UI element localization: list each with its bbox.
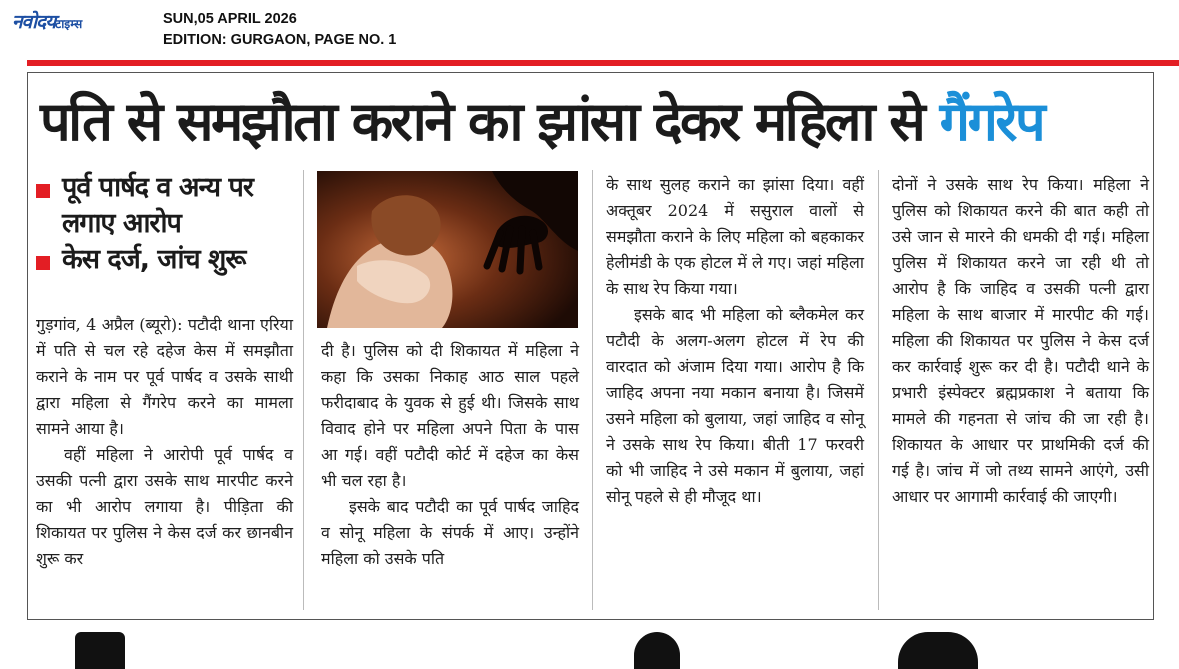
paragraph: दी है। पुलिस को दी शिकायत में महिला ने कहा कि उसका निकाह आठ साल पहले फरीदाबाद के युवक से हुई थी। जिसके साथ विवाद होने पर महिला अपने पिता के पास आ गई। वहीं पटौदी कोर्ट में दहेज का केस भी चल रहा है। xyxy=(321,341,579,490)
article-photo xyxy=(317,171,578,328)
paragraph: के साथ सुलह कराने का झांसा दिया। वहीं अक्तूबर 2024 में ससुराल वालों से समझौता कराने के लिए महिला को बहकाकर हेलीमंडी के एक होटल में ले गए। जहां महिला के साथ रेप किया गया। xyxy=(606,175,864,298)
newspaper-logo xyxy=(12,8,138,34)
subhead-bullet xyxy=(34,170,284,242)
subhead-text: पूर्व पार्षद व अन्य पर लगाए आरोप xyxy=(62,172,253,239)
article-column-4 xyxy=(892,172,1149,510)
column-divider xyxy=(878,170,879,610)
victim-silhouette-image xyxy=(317,171,578,328)
paragraph: गुड़गांव, 4 अप्रैल (ब्यूरो): पटौदी थाना एरिया में पति से चल रहे दहेज केस में समझौता कराने के नाम पर पूर्व पार्षद व उसके साथी द्वारा महिला से गैंगरेप करने का मामला सामने आया है। xyxy=(36,315,293,438)
article-headline xyxy=(40,82,1150,162)
edition-page: EDITION: GURGAON, PAGE NO. 1 xyxy=(163,32,397,48)
masthead-bar xyxy=(0,0,1179,60)
red-square-icon xyxy=(36,256,50,270)
headline-highlight: गैंगरेप xyxy=(939,90,1044,153)
next-headline-fragment xyxy=(634,632,680,669)
next-headline-fragment xyxy=(898,632,978,669)
column-divider xyxy=(303,170,304,610)
headline-main: पति से समझौता कराने का झांसा देकर महिला से xyxy=(40,90,940,153)
paragraph: दोनों ने उसके साथ रेप किया। महिला ने पुलिस को शिकायत करने की बात कही तो उसे जान से मारने की धमकी दी गई। महिला पुलिस में शिकायत करने जा रही थी तो आरोप है कि जाहिद व उसकी पत्नी द्वारा महिला के साथ बाजार में मारपीट की गई। महिला की शिकायत पर पुलिस ने केस दर्ज कर कार्रवाई शुरू कर दी है। पटौदी थाने के प्रभारी इंस्पेक्टर ब्रह्मप्रकाश ने बताया कि मामले की गहनता से जांच की जा रही है। शिकायत के आधार पर प्राथमिकी दर्ज की गई है। जांच में जो तथ्य सामने आएंगे, उसी आधार पर आगामी कार्रवाई की जाएगी। xyxy=(892,175,1149,506)
red-rule xyxy=(27,60,1179,66)
sub-headlines xyxy=(34,170,284,278)
logo-sub-text: टाइम्स xyxy=(55,17,83,31)
edition-info xyxy=(163,9,396,51)
column-divider xyxy=(592,170,593,610)
issue-date: SUN,05 APRIL 2026 xyxy=(163,11,297,27)
paragraph: वहीं महिला ने आरोपी पूर्व पार्षद व उसकी पत्नी द्वारा उसके साथ मारपीट करने का भी आरोप लगाया है। पीड़िता की शिकायत पर पुलिस ने केस दर्ज कर छानबीन शुरू कर xyxy=(36,445,293,568)
article-column-3 xyxy=(606,172,864,510)
subhead-bullet xyxy=(34,242,284,278)
next-article-strip xyxy=(0,628,1179,669)
subhead-text: केस दर्ज, जांच शुरू xyxy=(62,244,246,275)
red-square-icon xyxy=(36,184,50,198)
article-column-1 xyxy=(36,312,293,572)
paragraph: इसके बाद पटौदी का पूर्व पार्षद जाहिद व सोनू महिला के संपर्क में आए। उन्होंने महिला को उसके पति xyxy=(321,497,579,568)
article-column-2 xyxy=(321,338,579,572)
paragraph: इसके बाद भी महिला को ब्लैकमेल कर पटौदी के अलग-अलग होटल में रेप की वारदात को अंजाम दिया गया। आरोप है कि जाहिद अपना नया मकान बनाया है। जिसमें उसने महिला को बुलाया, जहां जाहिद व सोनू ने उसके साथ रेप किया। बीती 17 फरवरी को भी जाहिद ने उसे मकान में बुलाया, जहां सोनू पहले से ही मौजूद था। xyxy=(606,305,864,506)
logo-main-text: नवोदय xyxy=(12,11,56,33)
next-headline-fragment xyxy=(75,632,125,669)
